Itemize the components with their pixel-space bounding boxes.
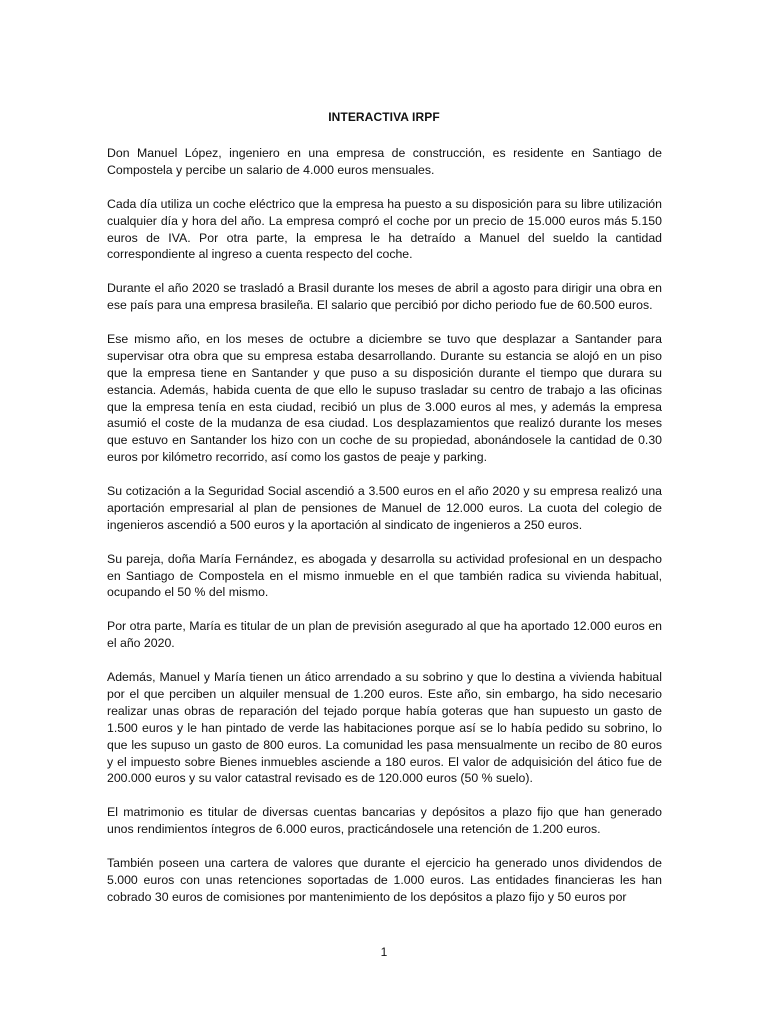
paragraph-9: El matrimonio es titular de diversas cuentas bancarias y depósitos a plazo fijo que han generado unos rendimientos íntegros de 6.000 euros, practicándosele una retención de 1.200 euros. [107,805,662,837]
paragraph-8: Además, Manuel y María tienen un ático arrendado a su sobrino y que lo destina a vivienda habitual por el que perciben un alquiler mensual de 1.200 euros. Este año, sin embargo, ha sido necesario realizar unas obras de reparación del tejado porque había goteras que han supuesto un gasto de 1.500 euros y le han pintado de verde las habitaciones porque así se lo había pedido su sobrino, lo que les supuso un gasto de 800 euros. La comunidad les pasa mensualmente un recibo de 80 euros y el impuesto sobre Bienes inmuebles asciende a 180 euros. El valor de adquisición del ático fue de 200.000 euros y su valor catastral revisado es de 120.000 euros (50 % suelo). [107,669,662,786]
paragraph-2: Cada día utiliza un coche eléctrico que la empresa ha puesto a su disposición para su libre utilización cualquier día y hora del año. La empresa compró el coche por un precio de 15.000 euros más 5.150 euros de IVA. Por otra parte, la empresa le ha detraído a Manuel del sueldo la cantidad correspondiente al ingreso a cuenta respecto del coche. [107,196,662,262]
document-body [107,145,662,923]
paragraph-1: Don Manuel López, ingeniero en una empresa de construcción, es residente en Santiago de Compostela y percibe un salario de 4.000 euros mensuales. [107,146,662,177]
paragraph-4: Ese mismo año, en los meses de octubre a diciembre se tuvo que desplazar a Santander para supervisar otra obra que su empresa estaba desarrollando. Durante su estancia se alojó en un piso que la empresa tiene en Santander y que puso a su disposición durante el tiempo que durara su estancia. Además, habida cuenta de que ello le supuso trasladar su centro de trabajo a las oficinas que la empresa tenía en esta ciudad, recibió un plus de 3.000 euros al mes, y además la empresa asumió el coste de la mudanza de esa ciudad. Los desplazamientos que realizó durante los meses que estuvo en Santander los hizo con un coche de su propiedad, abonándosele la cantidad de 0.30 euros por kilómetro recorrido, así como los gastos de peaje y parking. [107,331,662,465]
paragraph-10: También poseen una cartera de valores que durante el ejercicio ha generado unos dividendos de 5.000 euros con unas retenciones soportadas de 1.000 euros. Las entidades financieras les han cobrado 30 euros de comisiones por mantenimiento de los depósitos a plazo fijo y 50 euros por [107,855,662,904]
paragraph-6: Su pareja, doña María Fernández, es abogada y desarrolla su actividad profesional en un despacho en Santiago de Compostela en el mismo inmueble en el que también radica su vivienda habitual, ocupando el 50 % del mismo. [107,551,662,600]
document-title: INTERACTIVA IRPF [328,110,440,124]
paragraph-5: Su cotización a la Seguridad Social ascendió a 3.500 euros en el año 2020 y su empresa realizó una aportación empresarial al plan de pensiones de Manuel de 12.000 euros. La cuota del colegio de ingenieros ascendió a 500 euros y la aportación al sindicato de ingenieros a 250 euros. [107,484,662,532]
paragraph-3: Durante el año 2020 se trasladó a Brasil durante los meses de abril a agosto para dirigir una obra en ese país para una empresa brasileña. El salario que percibió por dicho periodo fue de 60.500 euros. [107,281,662,313]
paragraph-7: Por otra parte, María es titular de un plan de previsión asegurado al que ha aportado 12.000 euros en el año 2020. [107,619,662,651]
page-number: 1 [380,945,388,959]
